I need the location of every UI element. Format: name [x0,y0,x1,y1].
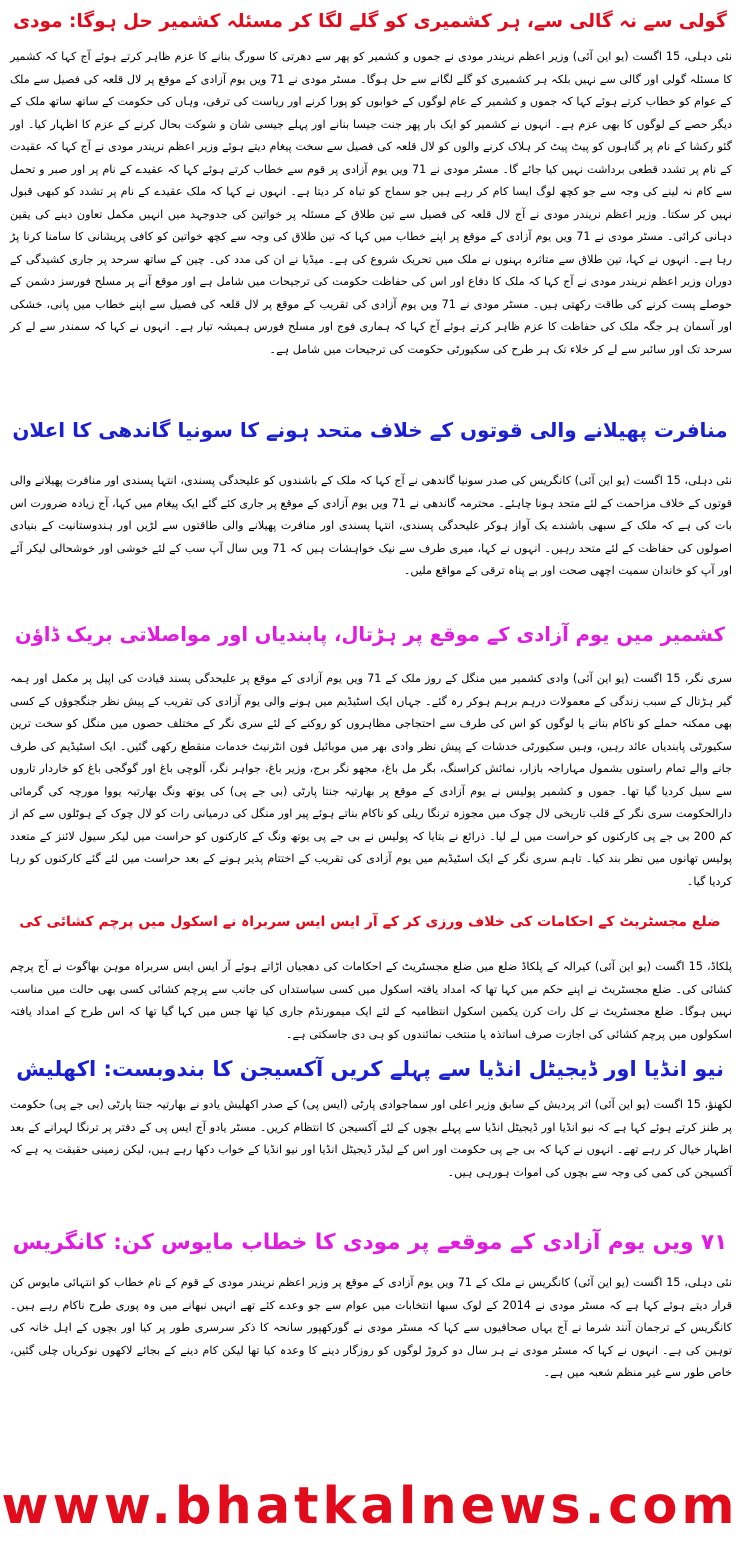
article-headline: منافرت پھیلانے والی قوتوں کے خلاف متحد ہونے کا سونیا گاندھی کا اعلان [12,418,728,442]
article-headline: گولی سے نہ گالی سے، ہر کشمیری کو گلے لگا کر مسئلہ کشمیر حل ہوگا: مودی [13,11,727,32]
article-body: پلکاڈ، 15 اگست (یو این آئی) کیرالہ کے پلکاڈ ضلع میں ضلع مجسٹریٹ کے احکامات کی دھجیاں اڑاتے ہوئے آر ایس ایس سربراہ موہن بھاگوت نے آج پرچم کشائی کی۔ ضلع مجسٹریٹ نے اپنے حکم میں کہا تھا کہ امداد یافتہ اسکول میں کسی سیاستداں کی جانب سے پرچم کشائی کسی بھی حالت میں مناسب نہیں ہوگا۔ ضلع مجسٹریٹ نے کل رات کرن یکمین اسکول انتظامیہ کے لئے ایک میمورنڈم جاری کیا تھا جس میں کہا گیا تھا کہ اس طرح کے امداد یافتہ اسکولوں میں پرچم کشائی کی اجازت صرف اساتذہ یا منتخب نمائندوں کو ہی دی جاسکتی ہے۔ [10,960,732,1041]
article-body: سری نگر، 15 اگست (یو این آئی) وادی کشمیر میں منگل کے روز ملک کے 71 ویں یوم آزادی کے موقع پر علیحدگی پسند قیادت کی اپیل پر مکمل اور ہمہ گیر ہڑتال کے سبب زندگی کے معمولات درہم برہم ہوکر رہ گئے۔ جہاں ایک اسٹیڈیم میں ہونے والی یوم آزادی کی تقریب کے پیش نظر جنگجوؤں کے کسی بھی ممکنہ حملے کو ناکام بنانے یا لوگوں کو اس کی طرف سے احتجاجی مظاہروں کو روکنے کے لئے سری نگر کے مختلف حصوں میں منگل کو سخت ترین سکیورٹی پابندیاں عائد رہیں، وہیں سکیورٹی خدشات کے پیش نظر وادی بھر میں موبائیل فون انٹرنیٹ خدمات منقطع رکھی گئیں۔ ایک اسٹیڈیم کی طرف جانے والے تمام راستوں بشمول مہاراجہ بازار، نمائش کراسنگ، بگر مل باغ، مجھو نگر برج، وزیر باغ، جواہر نگر، آلوچی باغ اور گوگجی باغ کو خاردار تاروں سے سیل کردیا گیا تھا۔ جموں و کشمیر پولیس نے یوم آزادی کے موقع پر بھارتیہ جنتا پارٹی (بی جے پی) کی یوتھ ونگ بھارتیہ یووا مورچہ کی گرمائی دارالحکومت سری نگر کے قلب تاریخی لال چوک میں مجوزہ ترنگا ریلی کو ناکام بناتے ہوئے پیر اور منگل کی درمیانی رات کو لال چوک کے ہوٹلوں سے کم از کم 200 بی جے پی کارکنوں کو حراست میں لے لیا۔ ذرائع نے بتایا کہ پولیس نے بی جے پی یوتھ ونگ کے کارکنوں کو حراست میں لیکر سیول لائنز کے متعدد پولیس تھانوں میں نظر بند کیا۔ تاہم سری نگر کے ایک اسٹیڈیم میں یوم آزادی کی تقریب کے اختتام پذیر ہونے کے بعد حراست میں لئے گئے کارکنوں کو رہا کردیا گیا۔ [10,672,733,888]
article-body: نئی دہلی، 15 اگست (یو این آئی) وزیر اعظم نریندر مودی نے جموں و کشمیر کو پھر سے دھرتی کا سورگ بنانے کا عزم ظاہر کرتے ہوئے آج کہا کہ کشمیر کا مسئلہ گولی اور گالی سے نہیں بلکہ ہر کشمیری کو گلے لگانے سے حل ہوگا۔ مسٹر مودی نے 71 ویں یوم آزادی کے موقع پر لال قلعہ کی فصیل سے ملک کے عوام کو خطاب کرتے ہوئے کہا کہ جموں و کشمیر کے عام لوگوں کے خوابوں کو پورا کرنے اور ریاست کی ترقی، وہاں کی حکومت کے ساتھ ساتھ ملک کے دیگر حصے کے لوگوں کا بھی عزم ہے۔ انہوں نے کشمیر کو ایک بار پھر جنت جیسا بنانے اور پہلے جیسی شان و شوکت بحال کرنے کے عزم کا اظہار کیا۔ اور گئو رکشا کے نام پر گناہوں کو پیٹ پیٹ کر ہلاک کرنے والوں کو لال قلعہ کی فصیل سے سخت پیغام دیتے ہوئے وزیر اعظم نریندر مودی نے آج کہا کہ عقیدت کے نام پر تشدد قطعی برداشت نہیں کیا جائے گا۔ مسٹر مودی نے 71 ویں یوم آزادی پر قوم سے خطاب کرتے ہوئے کہا کہ عقیدے کے نام پر اور صبر و تحمل سے کام نہ لینے کی وجہ سے جو کچھ لوگ ایسا کام کر رہے ہیں جو سماج کو تباہ کر دیتا ہے۔ انہوں نے کہا کہ ملک عقیدے کے نام پر تشدد کو کبھی قبول نہیں کر سکتا۔ وزیر اعظم نریندر مودی نے آج لال قلعہ کی فصیل سے تین طلاق کے مسئلہ پر خواتین کی جدوجہد میں انہیں مکمل تعاون دینے کی یقین دہانی کرائی۔ مسٹر مودی نے 71 ویں یوم آزادی کے موقع پر اپنے خطاب میں کہا کہ تین طلاق کی وجہ سے کچھ خواتین کو کافی پریشانی کا سامنا کرنا پڑ رہا ہے۔ انہوں نے کہا، تین طلاق سے متاثرہ بہنوں نے ملک میں تحریک شروع کی ہے۔ میڈیا نے ان کی مدد کی۔ چین کے ساتھ سرحد پر جاری کشیدگی کے دوران وزیر اعظم نریندر مودی نے آج کہا کہ ملک کا دفاع اور اس کی حفاظت حکومت کی ترجیحات میں شامل ہے اور موقع آنے پر مسلح فورسز دشمن کے حوصلے پست کرنے کی طاقت رکھتی ہیں۔ مسٹر مودی نے 71 ویں یوم آزادی کی تقریب کے موقع پر لال قلعہ کی فصیل سے اپنے خطاب میں پانی، خشکی اور آسمان ہر جگہ ملک کی حفاظت کا عزم ظاہر کرتے ہوئے آج کہا کہ ہماری فوج اور مسلح فورس ہمیشہ تیار ہے۔ انہوں نے کہا کہ سمندر سے لے کر سرحد تک اور سائبر سے لے کر خلاء تک ہر طرح کی سکیورٹی حکومت کی ترجیحات میں شامل ہے۔ [10,50,732,356]
news-article [0,1044,740,1214]
article-body: نئی دہلی، 15 اگست (یو این آئی) کانگریس نے ملک کے 71 ویں یوم آزادی کے موقع پر وزیر اعظم نریندر مودی کے قوم کے نام خطاب کو انتہائی مایوس کن قرار دیتے ہوئے کہا ہے کہ مسٹر مودی نے 2014 کے لوک سبھا انتخابات میں عوام سے جو وعدے کئے تھے انہیں نبھانے میں وہ پوری طرح ناکام رہے ہیں۔ کانگریس کے ترجمان آنند شرما نے آج یہاں صحافیوں سے کہا کہ مسٹر مودی نے گورکھپور سانحہ کا ذکر سرسری طور پر کیا اور بچوں کے اہل خانہ کی توہین کی ہے۔ انہوں نے کہا کہ مسٹر مودی نے ہر سال دو کروڑ لوگوں کو روزگار دینے کا وعدہ کیا تھا لیکن کام دینے کے بجائے لاکھوں نوکریاں چلی گئیں، خاص طور سے غیر منظم شعبہ میں ہے۔ [10,1276,733,1379]
website-footer-link[interactable]: www.bhatkalnews.com [1,1477,739,1536]
news-article [0,390,740,602]
article-headline: نیو انڈیا اور ڈیجیٹل انڈیا سے پہلے کریں آکسیجن کا بندوبست: اکھلیش [16,1057,724,1081]
article-body: لکھنؤ، 15 اگست (یو این آئی) اتر پردیش کے سابق وزیر اعلی اور سماجوادی پارٹی (ایس پی) کے صدر اکھلیش یادو نے بھارتیہ جنتا پارٹی (بی جے پی) حکومت پر طنز کرتے ہوئے کہا ہے کہ نیو انڈیا اور ڈیجیٹل انڈیا سے پہلے بچوں کے لئے آکسیجن کا انتظام کریں۔ مسٹر یادو آج ایس پی کے دفتر پر ترنگا لہرانے کے بعد اظہار خیال کر رہے تھے۔ انہوں نے کہا کہ بی جے پی حکومت اور اس کے لیڈر ڈیجیٹل انڈیا اور نیو انڈیا کے خواب دکھا رہے ہیں، لیکن زمینی حقیقت یہ ہے کہ آکسیجن کی کمی کی وجہ سے بچوں کی اموات ہورہی ہیں۔ [10,1098,732,1179]
news-article [0,602,740,890]
article-body: نئی دہلی، 15 اگست (یو این آئی) کانگریس کی صدر سونیا گاندھی نے آج کہا کہ ملک کے باشندوں کو علیحدگی پسندی، انتہا پسندی اور منافرت پھیلانے والی قوتوں کے خلاف مزاحمت کے لئے متحد ہونا چاہئے۔ محترمہ گاندھی نے 71 ویں یوم آزادی کے موقع پر جاری کئے گئے ایک پیغام میں کہا، آج زیادہ ضرورت اس بات کی ہے کہ ملک کے سبھی باشندے یک آواز ہوکر علیحدگی پسندی، انتہا پسندی اور منافرت پھیلانے والی طاقتوں سے لڑیں اور ہندوستانیت کے بنیادی اصولوں کی حفاظت کے لئے متحد رہیں۔ انہوں نے کہا، میری طرف سے نیک خواہشات ہیں کہ 71 ویں سال آپ سب کے لئے خوشی اور خوشحالی لیکر آئے اور آپ کو خاندان سمیت اچھی صحت اور بے پناہ ترقی کے مواقع ملیں۔ [10,474,732,577]
news-article [0,0,740,390]
news-article [0,1214,740,1444]
news-article [0,890,740,1044]
article-headline: کشمیر میں یوم آزادی کے موقع پر ہڑتال، پابندیاں اور مواصلاتی بریک ڈاؤن [15,623,725,646]
article-headline: ۷۱ ویں یوم آزادی کے موقعے پر مودی کا خطاب مایوس کن: کانگریس [12,1230,728,1255]
article-headline: ضلع مجسٹریٹ کے احکامات کی خلاف ورزی کر کے آر ایس ایس سربراہ نے اسکول میں پرچم کشائی کی [19,914,721,930]
